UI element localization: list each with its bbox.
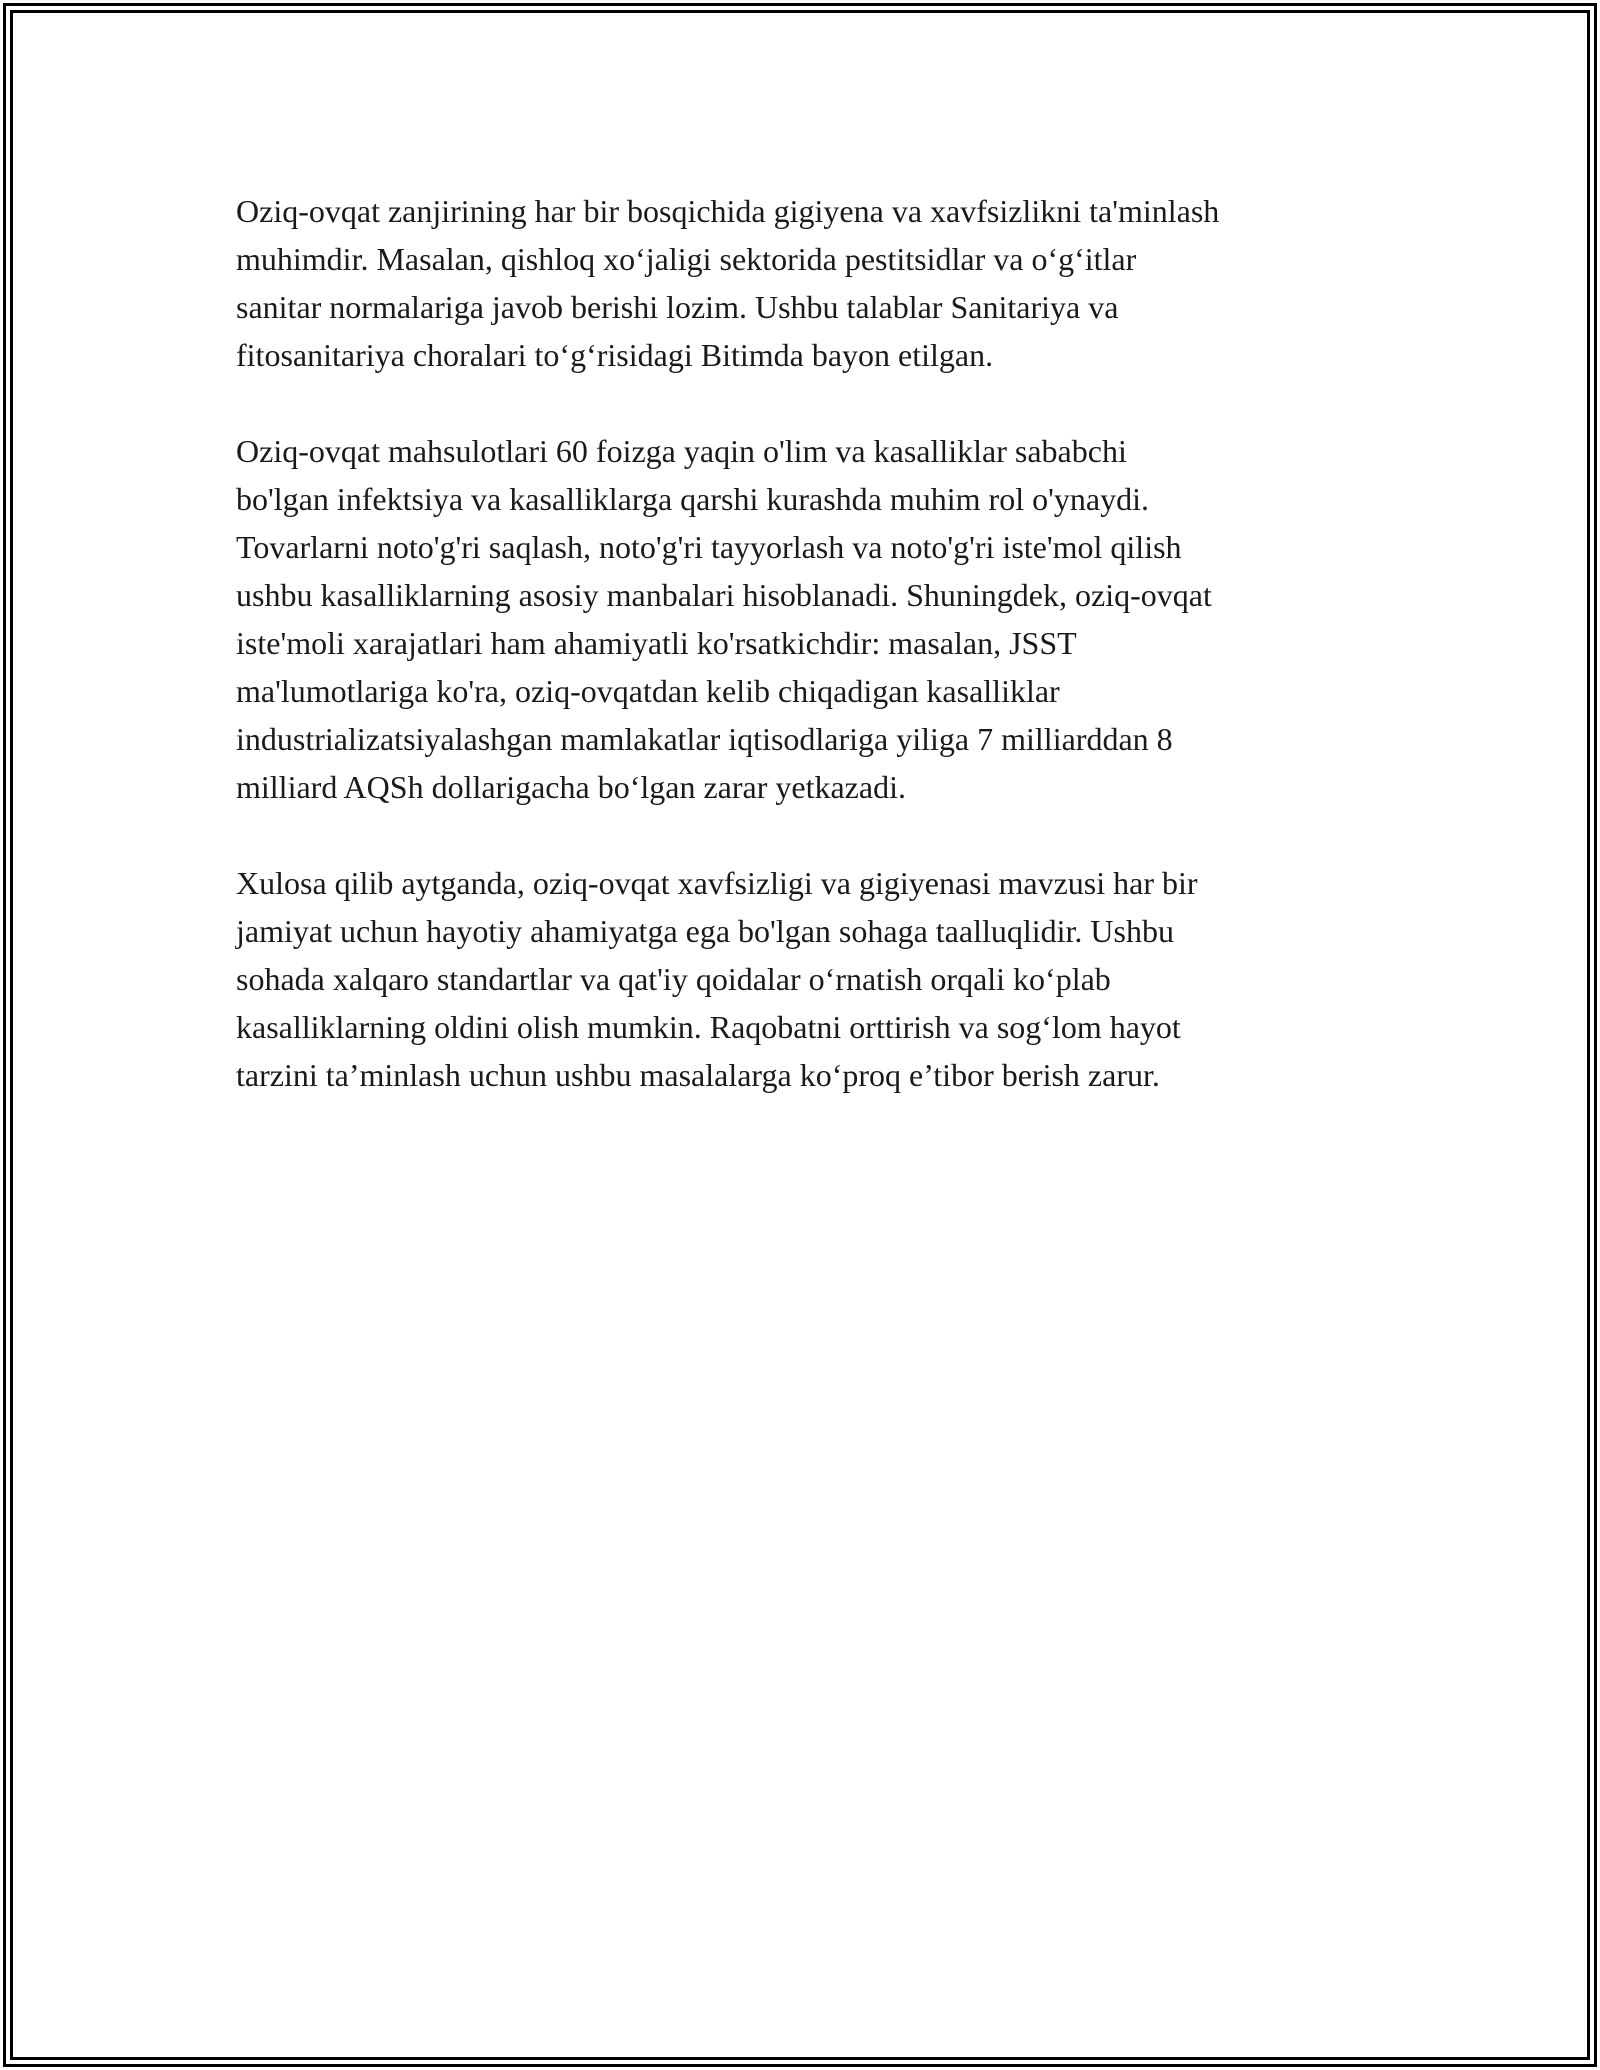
text-line: Oziq-ovqat zanjirining har bir bosqichida gigiyena va xavfsizlikni ta'minlash <box>236 193 1220 229</box>
text-line: ushbu kasalliklarning asosiy manbalari hisoblanadi. Shuningdek, oziq-ovqat <box>236 577 1212 613</box>
text-line: muhimdir. Masalan, qishloq xoʻjaligi sektorida pestitsidlar va oʻgʻitlar <box>236 241 1137 277</box>
text-line: fitosanitariya choralari toʻgʻrisidagi Bitimda bayon etilgan. <box>236 337 994 373</box>
text-line: Tovarlarni noto'g'ri saqlash, noto'g'ri tayyorlash va noto'g'ri iste'mol qilish <box>236 529 1182 565</box>
text-line: sanitar normalariga javob berishi lozim. Ushbu talablar Sanitariya va <box>236 289 1119 325</box>
text-line: industrializatsiyalashgan mamlakatlar iqtisodlariga yiliga 7 milliarddan 8 <box>236 721 1173 757</box>
paragraph-conclusion <box>236 859 1386 1099</box>
text-line: Oziq-ovqat mahsulotlari 60 foizga yaqin o'lim va kasalliklar sababchi <box>236 433 1127 469</box>
text-line: Xulosa qilib aytganda, oziq-ovqat xavfsizligi va gigiyenasi mavzusi har bir <box>236 865 1198 901</box>
text-line: ma'lumotlariga ko'ra, oziq-ovqatdan kelib chiqadigan kasalliklar <box>236 673 1060 709</box>
text-line: iste'moli xarajatlari ham ahamiyatli ko'rsatkichdir: masalan, JSST <box>236 625 1077 661</box>
document-body <box>236 187 1386 1147</box>
text-line: tarzini ta’minlash uchun ushbu masalalarga koʻproq e’tibor berish zarur. <box>236 1057 1160 1093</box>
text-line: bo'lgan infektsiya va kasalliklarga qarshi kurashda muhim rol o'ynaydi. <box>236 481 1149 517</box>
text-line: sohada xalqaro standartlar va qat'iy qoidalar oʻrnatish orqali koʻplab <box>236 961 1111 997</box>
text-line: kasalliklarning oldini olish mumkin. Raqobatni orttirish va sogʻlom hayot <box>236 1009 1181 1045</box>
text-line: milliard AQSh dollarigacha boʻlgan zarar yetkazadi. <box>236 769 906 805</box>
paragraph-food-chain-hygiene <box>236 187 1386 379</box>
paragraph-foodborne-diseases <box>236 427 1386 811</box>
text-line: jamiyat uchun hayotiy ahamiyatga ega bo'lgan sohaga taalluqlidir. Ushbu <box>236 913 1174 949</box>
